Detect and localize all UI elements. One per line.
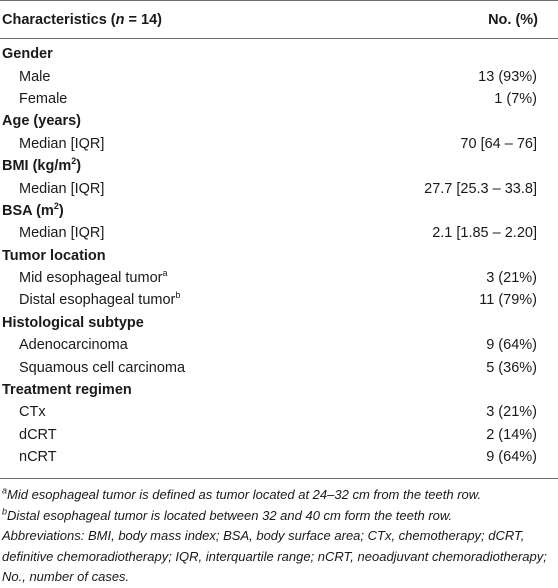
table-row: dCRT 2 (14%) xyxy=(19,426,537,443)
group-bmi: BMI $(kg/m^2)$ xyxy=(2,156,82,175)
table-row: Median [IQR] 70 [64 – 76] xyxy=(19,135,537,152)
footnote-a: $^a$Mid esophageal tumor is defined as tumor located at 24–32 cm from the teeth row. xyxy=(2,486,482,503)
abbreviations-note: Abbreviations: BMI, body mass index; BSA, body surface area; CTx, chemotherapy; dCRT, definitive chemoradiotherapy; IQR, interquartile range; nCRT, neoadjuvant chemoradiotherapy; No., number of cases. xyxy=(2,528,547,585)
table-row: nCRT 9 (64%) xyxy=(19,449,537,466)
table-row: Female 1 (7%) xyxy=(19,90,537,107)
group-tumor-location: Tumor location xyxy=(2,247,106,264)
group-age: Age (years) xyxy=(2,113,81,130)
table-row: Squamous cell carcinoma 5 (36%) xyxy=(19,359,537,376)
value-column-header: No. (%) xyxy=(488,11,538,28)
header-rule xyxy=(0,38,558,39)
group-histological-subtype: Histological subtype xyxy=(2,314,144,331)
group-bsa: BSA $(m^2)$ xyxy=(2,201,64,219)
characteristics-header: Characteristics (n = 14) xyxy=(2,11,162,28)
footnote-b: $^b$Distal esophageal tumor is located between 32 and 40 cm form the teeth row. xyxy=(2,506,453,523)
table-row: Male 13 (93%) xyxy=(19,68,537,85)
table-row: Adenocarcinoma 9 (64%) xyxy=(19,337,537,354)
group-gender: Gender xyxy=(2,46,53,63)
group-treatment-regimen: Treatment regimen xyxy=(2,382,132,399)
table-header xyxy=(0,1,558,38)
table-row: Median [IQR] 27.7 [25.3 – 33.8] xyxy=(19,180,537,197)
table-row: CTx 3 (21%) xyxy=(19,404,537,421)
table-footnotes xyxy=(0,479,558,588)
table-row: Median [IQR] 2.1 [1.85 – 2.20] xyxy=(19,225,537,242)
table-body xyxy=(0,43,558,468)
table-row: Distal esophageal tumor$^b$ 11 (79%) xyxy=(19,290,537,309)
table-row: Mid esophageal tumor$^a$ 3 (21%) xyxy=(19,268,537,287)
